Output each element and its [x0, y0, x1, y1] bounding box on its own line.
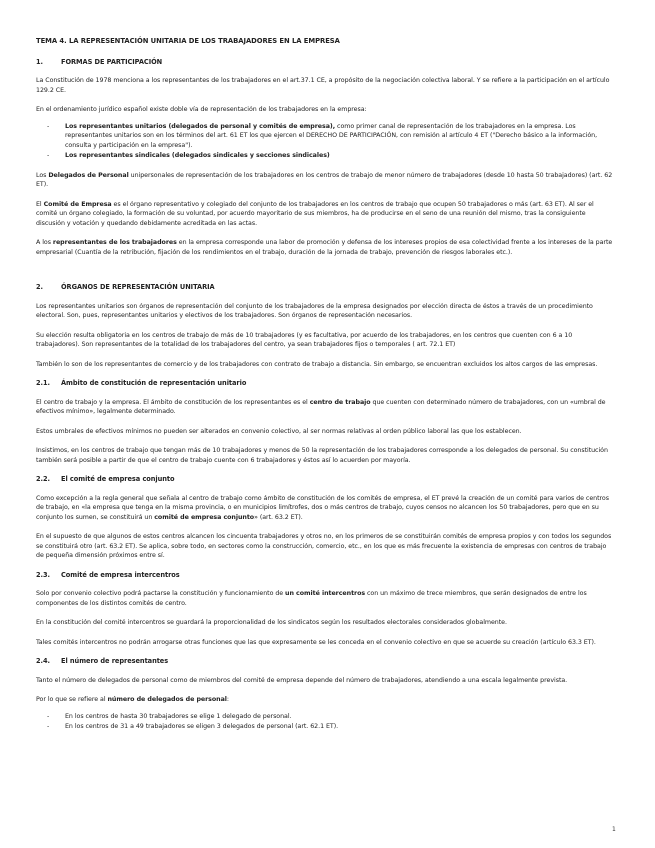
paragraph: Su elección resulta obligatoria en los centros de trabajo de más de 10 trabajadores (y es facultativa, por acuerdo de los trabajadores, en los centros que cuenten con 6 a 10 trabajadores). Son representantes de la totalidad de los trabajadores del centro, ya sean trabajadores fijos o temporales ( art. 72.1 ET) [36, 331, 573, 348]
bold-term: Delegados de Personal [48, 171, 129, 179]
subsection-2-4-heading [36, 657, 616, 667]
paragraph [36, 200, 616, 229]
paragraph: Estos umbrales de efectivos mínimos no pueden ser alterados en convenio colectivo, al ser normas relativas al orden público laboral las que los establecen. [36, 427, 522, 435]
text-run: El [36, 200, 44, 208]
text-run: El centro de trabajo y la empresa. El ámbito de constitución de los representantes es el [36, 398, 310, 406]
text-run: : [226, 696, 229, 703]
section-title: FORMAS DE PARTICIPACIÓN [61, 57, 163, 66]
paragraph: Los representantes unitarios son órganos de representación del conjunto de los trabajadores de la empresa designados por elección directa de éstos a través de un procedimiento electoral. Son, pues, representantes unitarios y electivos de los trabajadores. Son órganos de representación necesarios. [36, 302, 593, 319]
paragraph [36, 695, 616, 705]
section-2-heading [36, 283, 616, 293]
paragraph [36, 171, 616, 190]
paragraph: Tanto el número de delegados de personal como de miembros del comité de empresa depende del número de trabajadores, atendiendo a una escala legalmente prevista. [36, 676, 568, 684]
delegates-list [36, 712, 616, 732]
subsection-title: Comité de empresa intercentros [61, 570, 180, 579]
text-run: Los [36, 171, 49, 179]
subsection-number: 2.1. [36, 379, 50, 387]
section-title: ÓRGANOS DE REPRESENTACIÓN UNITARIA [61, 283, 215, 291]
text-run: unipersonales de representación de los trabajadores en los centros de trabajo de menor número de trabajadores (desde 10 hasta 50 trabajadores) (art. 62 ET). [36, 171, 613, 188]
text-run: es el órgano representativo y colegiado del conjunto de los trabajadores en los centros de trabajo que ocupen 50 trabajadores o más (art. 63 ET). Al ser el comité un órgano colegiado, la formación de su voluntad, por acuerdo mayoritario de sus miembros, ha de producirse en el seno de una reunión del mismo, tras la consiguiente discusión y votación y quedando debidamente acreditada en las actas. [36, 200, 594, 227]
list-item [36, 122, 616, 151]
paragraph [36, 238, 616, 257]
bold-term: un comité intercentros [285, 590, 366, 597]
paragraph: En el supuesto de que algunos de estos centros alcancen los cincuenta trabajadores y otros no, en los primeros de se constituirán comités de empresa propios y con todos los segundos se constituirá otro (art. 63.2 ET). Se aplica, sobre todo, en sectores como la construcción, comercio, etc., en los que es más frecuente la existencia de empresas con centros de trabajo de pequeña dimensión próximos entre sí. [36, 533, 612, 559]
subsection-title: El comité de empresa conjunto [61, 475, 175, 483]
section-number: 1. [36, 57, 43, 66]
subsection-title: El número de representantes [61, 657, 169, 665]
page-number: 1 [612, 826, 616, 833]
text-run: Como excepción a la regla general que señala al centro de trabajo como ámbito de constitución de los comités de empresa, el ET prevé la creación de un comité para varios de centros de trabajo, en «la empresa que tenga en la misma provincia, o en municipios limítrofes, dos o más centros de trabajo, cuyos censos no alcancen los 50 trabajadores, pero que en su conjunto los sumen, se constituirá un [36, 494, 609, 521]
list-item-text: como primer canal de representación de los trabajadores en la empresa. Los representantes unitarios son en los términos del art. 61 ET los que ejercen el DERECHO DE PARTICIPACIÓN, con remisión al artículo 4 ET ("Derecho básico a la información, consulta y participación en la empresa"). [65, 122, 598, 149]
paragraph [36, 494, 616, 523]
text-run: Por lo que se refiere al [36, 696, 108, 703]
bold-term: comité de empresa conjunto [154, 513, 255, 521]
section-1-heading [36, 58, 616, 68]
representation-list [36, 122, 616, 161]
subsection-number: 2.3. [36, 570, 50, 579]
dash-bullet: - [47, 122, 50, 130]
paragraph: La Constitución de 1978 menciona a los representantes de los trabajadores en el art.37.1 CE, a propósito de la negociación colectiva laboral. Y se refiere a la participación en el artículo 129.2 CE. [36, 77, 610, 94]
bold-term: Los representantes sindicales (delegados sindicales y secciones sindicales) [65, 152, 330, 159]
subsection-number: 2.4. [36, 657, 50, 665]
paragraph: Insistimos, en los centros de trabajo que tengan más de 10 trabajadores y menos de 50 la representación de los trabajadores corresponde a los delegados de personal. Su constitución también será posible a partir de que el centro de trabajo cuente con 6 trabajadores y éstos así lo acuerden por mayoría. [36, 447, 608, 464]
paragraph: En la constitución del comité intercentros se guardará la proporcionalidad de los sindicatos según los resultados electorales considerados globalmente. [36, 619, 507, 626]
text-run: con un máximo de trece miembros, que serán designados de entre los componentes de los distintos comités de centro. [36, 590, 587, 607]
subsection-2-1-heading [36, 379, 616, 389]
list-item-text: En los centros de hasta 30 trabajadores se elige 1 delegado de personal. [65, 712, 292, 720]
list-item [36, 151, 616, 161]
subsection-2-3-heading [36, 571, 616, 581]
paragraph [36, 398, 616, 417]
subsection-number: 2.2. [36, 475, 50, 483]
section-number: 2. [36, 283, 43, 291]
text-run: que cuenten con determinado número de trabajadores, con un «umbral de efectivos mínimo», legalmente determinado. [36, 398, 606, 415]
bold-term: Comité de Empresa [43, 200, 112, 208]
bold-term: centro de trabajo [309, 398, 371, 406]
text-run: » (art. 63.2 ET). [254, 513, 303, 521]
subsection-2-2-heading [36, 475, 616, 485]
dash-bullet: - [47, 723, 50, 730]
list-item-text: En los centros de 31 a 49 trabajadores se eligen 3 delegados de personal (art. 62.1 ET). [65, 723, 339, 730]
text-run: A los [36, 239, 53, 246]
list-item [36, 712, 616, 722]
document-content [36, 37, 616, 742]
bold-term: número de delegados de personal [107, 696, 227, 703]
bold-term: representantes de los trabajadores [52, 239, 177, 246]
document-title: TEMA 4. LA REPRESENTACIÓN UNITARIA DE LOS TRABAJADORES EN LA EMPRESA [36, 37, 340, 45]
text-run: en la empresa corresponde una labor de promoción y defensa de los intereses propios de esa colectividad frente a los intereses de la parte empresarial (Cuantía de la retribución, fijación de los rendimientos en el trabajo, duración de la jornada de trabajo, prevención de riesgos laborales etc.). [36, 239, 613, 256]
subsection-title: Ámbito de constitución de representación unitario [61, 379, 247, 387]
dash-bullet: - [47, 152, 50, 159]
bold-term: Los representantes unitarios (delegados de personal y comités de empresa), [65, 122, 336, 130]
paragraph [36, 589, 616, 608]
paragraph: Tales comités intercentros no podrán arrogarse otras funciones que las que expresamente se les conceda en el convenio colectivo en que se acuerde su creación (artículo 63.3 ET). [36, 638, 596, 646]
dash-bullet: - [47, 712, 50, 720]
paragraph: También lo son de los representantes de comercio y de los trabajadores con contrato de trabajo a distancia. Sin embargo, se encuentran excluidos los altos cargos de las empresas. [36, 360, 598, 368]
paragraph: En el ordenamiento jurídico español existe doble vía de representación de los trabajadores en la empresa: [36, 106, 367, 113]
list-item [36, 722, 616, 732]
text-run: Solo por convenio colectivo podrá pactarse la constitución y funcionamiento de [36, 590, 286, 597]
